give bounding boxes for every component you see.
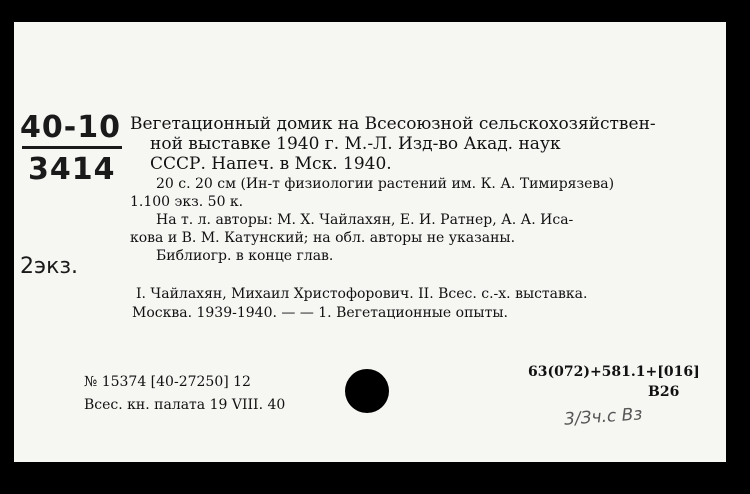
title-line-3: СССР. Напеч. в Мск. 1940. bbox=[150, 154, 392, 174]
details-line-4: кова и В. М. Катунский; на обл. авторы не указаны. bbox=[130, 230, 516, 246]
chamber-line: Всес. кн. палата 19 VIII. 40 bbox=[84, 397, 286, 413]
punch-hole bbox=[345, 369, 389, 413]
details-line-5: Библиогр. в конце глав. bbox=[156, 248, 334, 264]
details-line-2: 1.100 экз. 50 к. bbox=[130, 194, 244, 210]
classification-index: 63(072)+581.1+[016] bbox=[528, 364, 700, 380]
copies-note: 2экз. bbox=[20, 254, 79, 279]
tracings-line-2: Москва. 1939-1940. — — 1. Вегетационные опыты. bbox=[132, 305, 508, 321]
call-number-bottom: 3414 bbox=[28, 152, 116, 187]
details-line-1: 20 с. 20 см (Ин-т физиологии растений им. К. А. Тимирязева) bbox=[156, 176, 615, 192]
title-line-2: ной выставке 1940 г. М.-Л. Изд-во Акад. наук bbox=[150, 134, 561, 154]
number-line: № 15374 [40-27250] 12 bbox=[84, 374, 251, 390]
title-line-1: Вегетационный домик на Всесоюзной сельскохозяйствен- bbox=[130, 114, 656, 134]
call-number-top: 40-10 bbox=[20, 110, 121, 145]
catalog-card bbox=[14, 22, 726, 462]
call-number-divider bbox=[22, 146, 122, 149]
details-line-3: На т. л. авторы: М. Х. Чайлахян, Е. И. Ратнер, А. А. Иса- bbox=[156, 212, 574, 228]
pencil-note: 3/Зч.с Вз bbox=[563, 404, 643, 430]
classification-code: В26 bbox=[648, 384, 680, 400]
tracings-line-1: I. Чайлахян, Михаил Христофорович. II. Всес. с.-х. выставка. bbox=[136, 286, 588, 302]
